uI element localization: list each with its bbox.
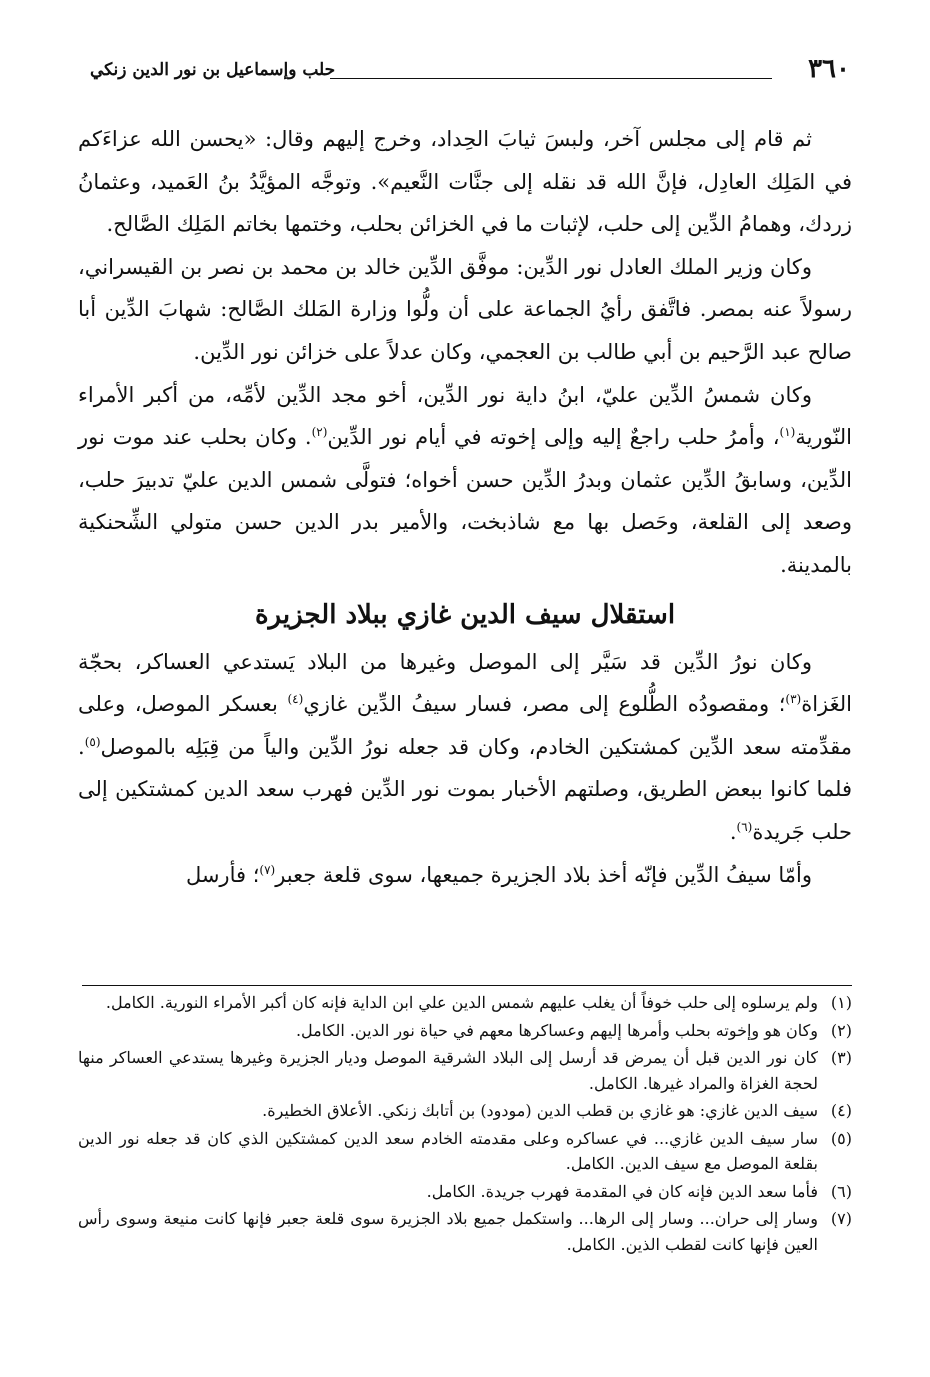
footnote-number: (٣) — [830, 1048, 852, 1067]
paragraph-text: . — [729, 819, 737, 844]
footnote-text: وسار إلى حران... وسار إلى الرها... واستكمل جميع بلاد الجزيرة سوى قلعة جعبر فإنها كانت منيعة وسوى رأس العين فإنها كانت لقطب الذين. الكامل. — [78, 1209, 818, 1254]
footnote-number: (٧) — [830, 1209, 852, 1228]
footnote-reference[interactable]: (٦) — [736, 819, 753, 834]
footnote-reference[interactable]: (١) — [779, 425, 796, 440]
paragraph-text: وأمّا سيفُ الدِّين فإنّه أخذ بلاد الجزيرة جميعها، سوى قلعة جعبر — [275, 862, 812, 887]
running-header — [90, 56, 850, 94]
paragraph-text: وكان نورُ الدِّين قد سَيَّر إلى الموصل وغيرها من البلاد يَستدعي العساكر، بحجّة الغَزاة — [78, 649, 852, 717]
paragraph: ثم قام إلى مجلس آخر، ولبسَ ثيابَ الحِداد، وخرج إليهم وقال: «يحسن الله عزاءَكم في المَلِك العادِل، فإنَّ الله قد نقله إلى جنَّات النَّعيم». وتوجَّه المؤيَّدُ بنُ العَميد، وعثمانُ زردك، وهمامُ الدِّين إلى حلب، لإثبات ما في الخزائن بحلب، وختمها بخاتم المَلِك الصَّالح. — [78, 127, 852, 237]
footnote-reference[interactable]: (٣) — [785, 692, 802, 707]
header-rule — [330, 78, 772, 79]
footnote-reference[interactable]: (٧) — [259, 862, 276, 877]
paragraph — [78, 641, 852, 854]
footnote — [78, 1126, 852, 1177]
section-heading: استقلال سيف الدين غازي ببلاد الجزيرة — [254, 599, 676, 630]
footnote-separator — [82, 985, 852, 986]
footnote-number: (١) — [830, 993, 852, 1012]
paragraph: وكان وزير الملك العادل نور الدِّين: موفَّق الدِّين خالد بن محمد بن نصر بن القيسراني، رسولاً عنه بمصر. فاتَّفق رأيُ الجماعة على أن ولُّوا وزارة المَلك الصَّالح: شهابَ الدِّين أبا صالح عبد الرَّحيم بن أبي طالب بن العجمي، وكان عدلاً على خزائن نور الدِّين. — [78, 254, 852, 364]
paragraph-text: ، وأمرُ حلب راجعٌ إليه وإلى إخوته في أيام نور الدِّين — [327, 425, 780, 450]
footnote-reference[interactable]: (٥) — [84, 734, 101, 749]
page-number: ٣٦٠ — [808, 54, 850, 84]
footnote — [78, 1045, 852, 1096]
paragraph — [78, 374, 852, 587]
paragraph-text: ؛ ومقصودُه الطُّلوع إلى مصر، فسار سيفُ الدِّين غازي — [303, 692, 786, 717]
footnote — [78, 1206, 852, 1257]
footnote-text: وكان هو وإخوته بحلب وأمرها إليهم وعساكرها معهم في حياة نور الدين. الكامل. — [295, 1020, 818, 1040]
footnotes — [78, 990, 852, 1259]
footnote-reference[interactable]: (٢) — [311, 425, 328, 440]
footnote-text: سيف الدين غازي: هو غازي بن قطب الدين (مودود) بن أتابك زنكي. الأعلاق الخطيرة. — [262, 1101, 818, 1120]
footnote-reference[interactable]: (٤) — [287, 692, 304, 707]
paragraph-text: بعسكر الموصل، وعلى مقدِّمته سعد الدِّين كمشتكين الخادم، وكان قد جعله نورُ الدِّين والياً من قِبَلِه بالموصل — [78, 692, 852, 759]
main-text — [78, 118, 852, 896]
footnote-text: فأما سعد الدين فإنه كان في المقدمة فهرب جريدة. الكامل. — [426, 1181, 818, 1201]
footnote-text: ولم يرسلوه إلى حلب خوفاً أن يغلب عليهم شمس الدين علي ابن الداية فإنه كان أكبر الأمراء النورية. الكامل. — [105, 993, 818, 1012]
footnote-number: (٥) — [830, 1128, 852, 1148]
paragraph-text: ؛ فأرسل — [185, 862, 260, 887]
paragraph-text: وكان شمسُ الدِّين عليّ، ابنُ داية نور الدِّين، أخو مجد الدِّين لأمِّه، من أكبر الأمراء النّورية — [78, 382, 852, 450]
footnote-number: (٦) — [830, 1181, 852, 1201]
footnote-number: (٤) — [830, 1101, 852, 1120]
footnote — [78, 1018, 852, 1044]
footnote-number: (٢) — [830, 1020, 852, 1040]
paragraph-text: . فلما كانوا ببعض الطريق، وصلتهم الأخبار بموت نور الدِّين فهرب سعد الدين كمشتكين إلى حلب جَريدة — [78, 734, 852, 844]
paragraph-text: . وكان بحلب عند موت نور الدِّين، وسابقُ الدِّين عثمان وبدرُ الدِّين حسن أخواه؛ فتولَّى شمس الدين عليّ تدبيرَ حلب، وصعد إلى القلعة، وحَصل بها مع شاذبخت، والأمير بدر الدين حسن متولي الشِّحنكية بالمدينة. — [78, 425, 852, 577]
footnote — [78, 1179, 852, 1205]
running-title: حلب وإسماعيل بن نور الدين زنكي — [90, 60, 336, 80]
footnote-text: سار سيف الدين غازي... في عساكره وعلى مقدمته الخادم سعد الدين كمشتكين الذي كان قد جعله نور الدين بقلعة الموصل مع سيف الدين. الكامل. — [78, 1128, 819, 1173]
footnote — [78, 990, 852, 1016]
paragraph — [78, 854, 852, 897]
footnote — [78, 1098, 852, 1124]
footnote-text: كان نور الدين قبل أن يمرض قد أرسل إلى البلاد الشرقية الموصل وديار الجزيرة وغيرها يستدعي العساكر منها لحجة الغزاة والمراد غيرها. الكامل. — [78, 1048, 818, 1093]
